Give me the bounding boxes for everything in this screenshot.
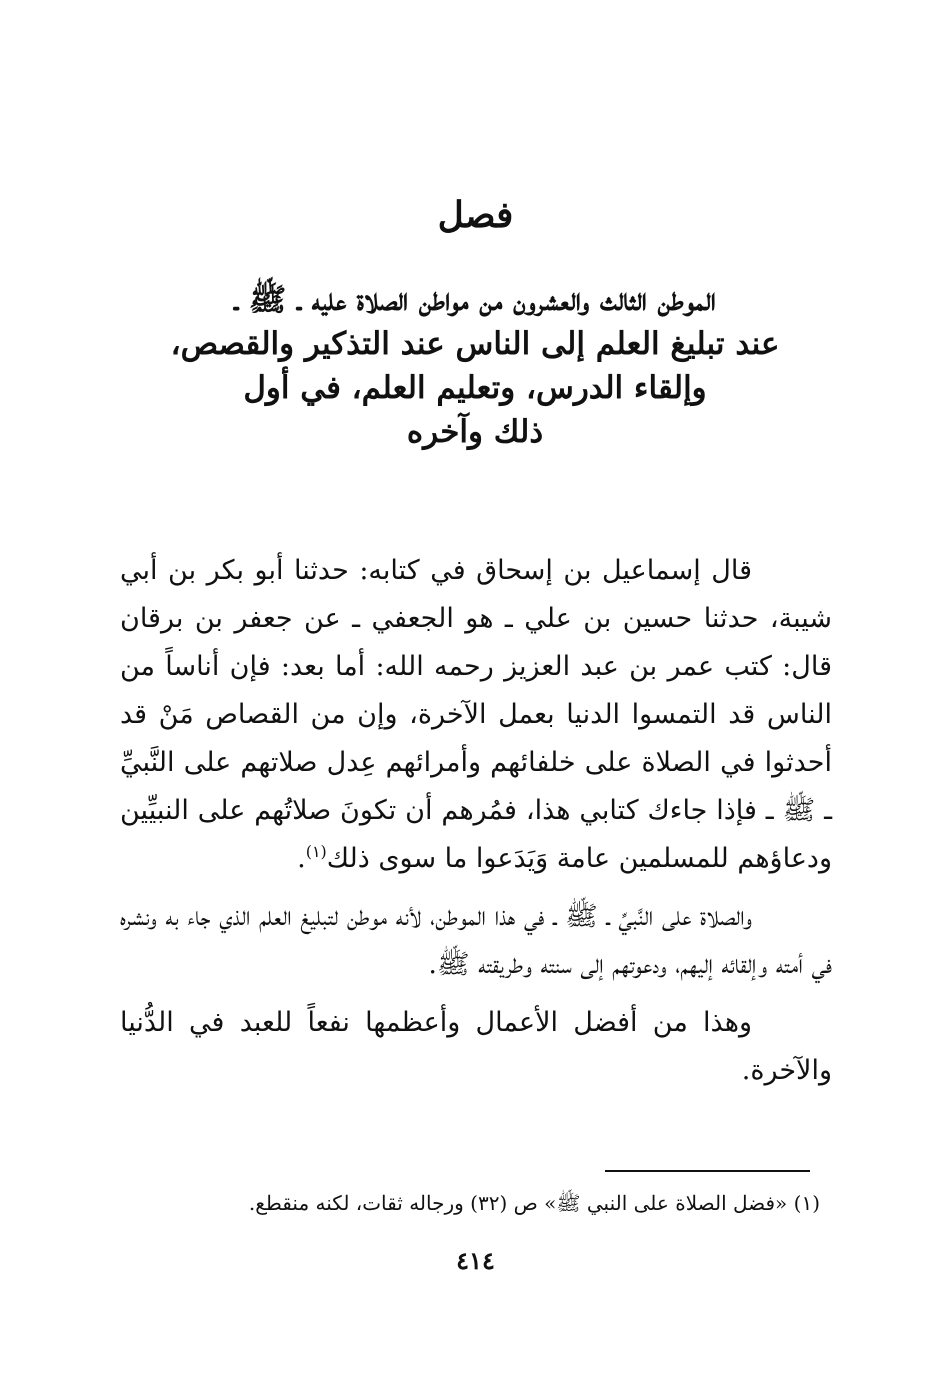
footnote-reference[interactable]: (١)	[305, 842, 327, 861]
chapter-title-line-3: وإلقاء الدرس، وتعليم العلم، في أول	[243, 370, 707, 406]
chapter-title	[120, 278, 830, 454]
section-heading: فصل	[437, 194, 514, 236]
footnote-divider	[605, 1170, 810, 1172]
chapter-title-line-4: ذلك وآخره	[406, 414, 544, 450]
chapter-title-line-2: عند تبليغ العلم إلى الناس عند التذكير والقصص،	[170, 326, 780, 362]
paragraph-1-text: قال إسماعيل بن إسحاق في كتابه: حدثنا أبو بكر بن أبي شيبة، حدثنا حسين بن علي ـ هو الجعفي ـ عن جعفر بن برقان قال: كتب عمر بن عبد العزيز رحمه الله: أما بعد: فإن أناساً من الناس قد التمسوا الدنيا بعمل الآخرة، وإن من القصاص مَنْ قد أحدثوا في الصلاة على خلفائهم وأمرائهم عِدل صلاتهم على النَّبيِّ ـ ﷺ ـ فإذا جاءك كتابي هذا، فمُرهم أن تكونَ صلاتُهم على النبيِّين ودعاؤهم للمسلمين عامة وَيَدَعوا ما سوى ذلك	[120, 555, 832, 874]
page-number: ٤١٤	[456, 1246, 495, 1275]
paragraph-2: والصلاة على النَّبيِّ ـ ﷺ ـ في هذا الموطن، لأنه موطن لتبليغ العلم الذي جاء به ونشره في أمته وإلقائه إليهم، ودعوتهم إلى سنته وطريقته ﷺ.	[120, 901, 832, 980]
paragraph-3: وهذا من أفضل الأعمال وأعظمها نفعاً للعبد في الدُّنيا والآخرة.	[120, 1007, 832, 1086]
paragraph-1	[120, 547, 832, 883]
chapter-title-line-1: الموطن الثالث والعشرون من مواطن الصلاة عليه ـ ﷺ ـ	[234, 282, 716, 318]
footnote: (١) «فضل الصلاة على النبي ﷺ» ص (٣٢) ورجاله ثقات، لكنه منقطع.	[248, 1191, 820, 1215]
paragraph-1-end: .	[297, 843, 306, 874]
body-text	[120, 547, 832, 1095]
